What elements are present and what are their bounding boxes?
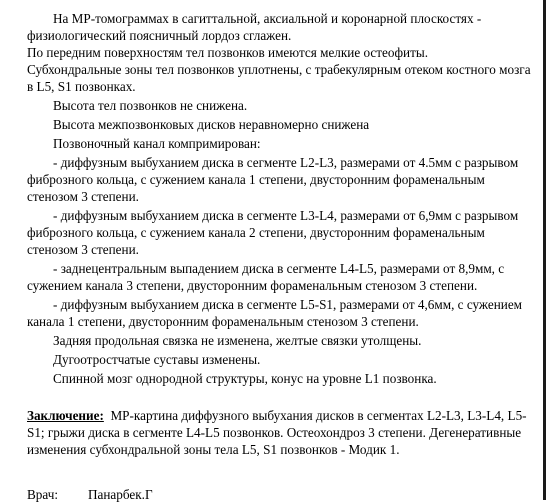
conclusion [27,407,532,458]
findings-paragraph-2: По передним поверхностям тел позвонков имеются мелкие остеофиты. [27,45,429,60]
doctor-name: Панарбек.Г [88,487,153,502]
findings-paragraph-12: Дугоотростчатые суставы изменены. [53,352,261,367]
findings-paragraph-1: На МР-томограммах в сагиттальной, аксиальной и коронарной плоскостях - физиологический поясничный лордоз сглажен. [27,11,482,43]
findings-paragraph-11: Задняя продольная связка не изменена, желтые связки утолщены. [53,333,422,348]
report-document [27,10,532,503]
findings-paragraph-9: - заднецентральным выпадением диска в сегменте L4-L5, размерами от 8,9мм, с сужением канала 3 степени, двусторонним фораменальным стенозом 3 степени. [27,261,505,293]
findings-paragraph-5: Высота межпозвонковых дисков неравномерно снижена [53,117,370,132]
findings-paragraph-4: Высота тел позвонков не снижена. [53,98,248,113]
findings-paragraph-13: Спинной мозг однородной структуры, конус на уровне L1 позвонка. [53,371,437,386]
findings-paragraph-6: Позвоночный канал компримирован: [53,136,261,151]
signature-label: Врач: [27,487,59,502]
signature [27,486,532,503]
conclusion-text: МР-картина диффузного выбухания дисков в сегментах L2-L3, L3-L4, L5-S1; грыжи диска в сегменте L4-L5 позвонков. Остеохондроз 3 степени. Дегенеративные изменения субхондральной зоны тела L5, S1 позвонков - Модик 1. [27,408,527,457]
conclusion-label: Заключение: [27,408,104,423]
findings-paragraph-8: - диффузным выбуханием диска в сегменте L3-L4, размерами от 6,9мм с разрывом фиброзного кольца, с сужением канала 2 степени, двусторонним фораменальным стенозом 3 степени. [27,208,519,257]
findings-paragraph-10: - диффузным выбуханием диска в сегменте L5-S1, размерами от 4,6мм, с сужением канала 1 степени, двусторонним фораменальным стенозом 3 степени. [27,297,523,329]
findings-paragraph-7: - диффузным выбуханием диска в сегменте L2-L3, размерами от 4.5мм с разрывом фиброзного кольца, с сужением канала 1 степени, двусторонним фораменальным стенозом 3 степени. [27,155,519,204]
findings-paragraph-3: Субхондральные зоны тел позвонков уплотнены, с трабекулярным отеком костного мозга в L5, S1 позвонках. [27,62,531,94]
